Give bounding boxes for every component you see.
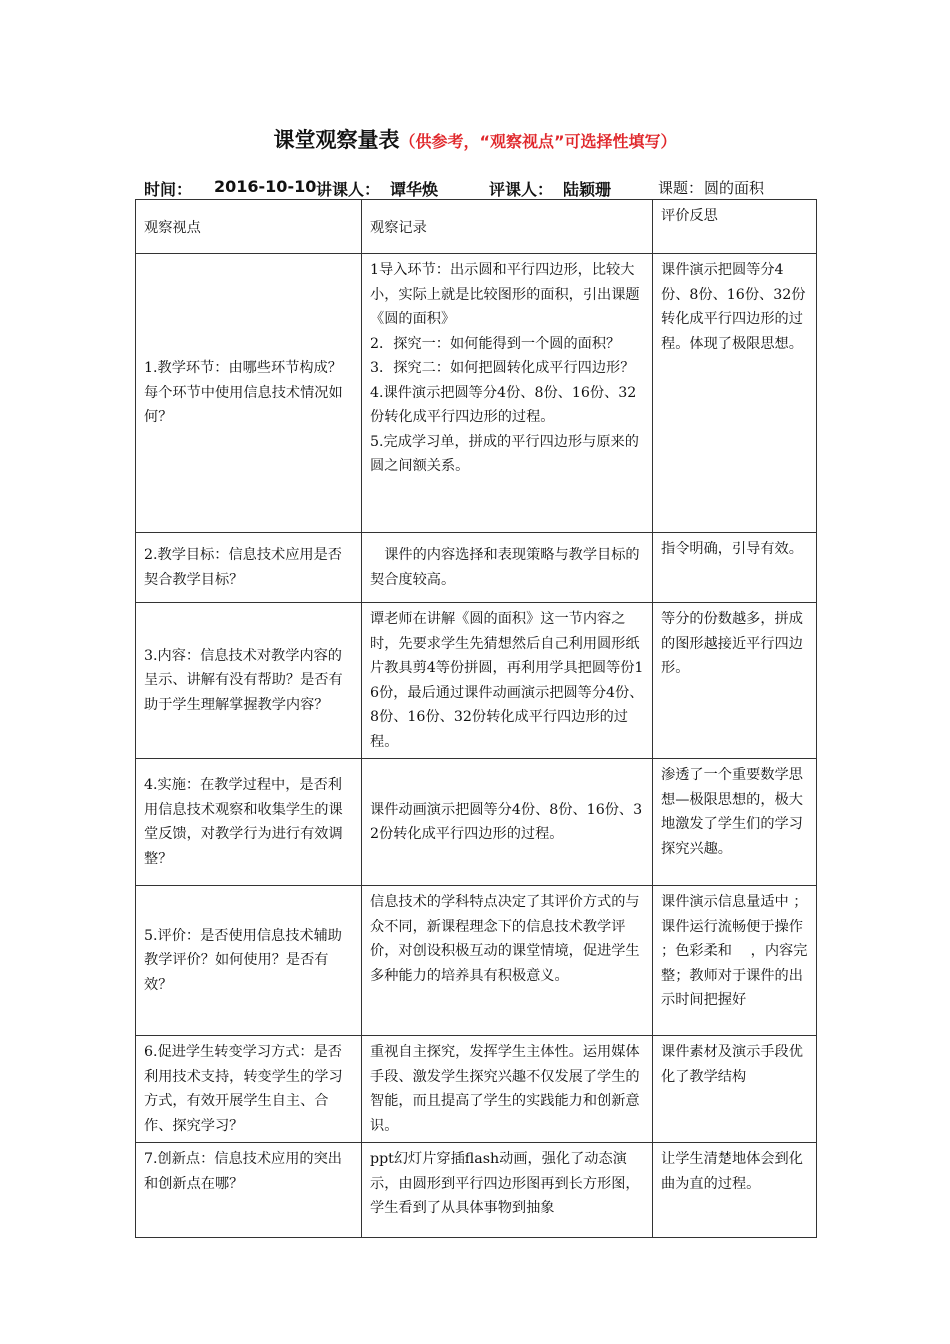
topic-label: 课题：	[658, 179, 704, 197]
table-row	[136, 254, 817, 533]
table-row	[136, 886, 817, 1036]
header-record: 观察记录	[362, 200, 653, 254]
record-line: 1导入环节：出示圆和平行四边形，比较大小，实际上就是比较图形的面积，引出课题《圆的面积》	[370, 262, 640, 327]
cell-viewpoint: 2.教学目标：信息技术应用是否契合教学目标？	[136, 533, 362, 603]
topic-value: 圆的面积	[704, 179, 765, 197]
table-row	[136, 1143, 817, 1238]
cell-record	[362, 886, 653, 1036]
cell-record	[362, 533, 653, 603]
table-row	[136, 1036, 817, 1143]
cell-reflection: 课件演示信息量适中 ；课件运行流畅便于操作 ；色彩柔和 ，内容完整；教师对于课件的出示时间把握好	[653, 886, 817, 1036]
cell-viewpoint: 6.促进学生转变学习方式：是否利用技术支持，转变学生的学习方式，有效开展学生自主、合作、探究学习？	[136, 1036, 362, 1143]
cell-viewpoint: 4.实施：在教学过程中，是否利用信息技术观察和收集学生的课堂反馈，对教学行为进行有效调整？	[136, 759, 362, 886]
cell-record	[362, 1143, 653, 1238]
cell-record	[362, 254, 653, 533]
evaluator-label: 评课人：	[489, 180, 554, 199]
meta-line	[144, 177, 824, 199]
observation-table	[135, 199, 817, 1238]
cell-reflection: 课件演示把圆等分4份、8份、16份、32份转化成平行四边形的过程。体现了极限思想。	[653, 254, 817, 533]
cell-viewpoint: 1.教学环节：由哪些环节构成？每个环节中使用信息技术情况如何？	[136, 254, 362, 533]
table-row	[136, 603, 817, 759]
lecturer-label: 讲课人：	[316, 180, 381, 199]
lecturer-name: 谭华焕	[390, 180, 439, 199]
cell-reflection: 渗透了一个重要数学思想—极限思想的，极大地激发了学生们的学习探究兴趣。	[653, 759, 817, 886]
record-line: 谭老师在讲解《圆的面积》这一节内容之时，先要求学生先猜想然后自己利用圆形纸片教具剪4等份拼圆，再利用学具把圆等份16份，最后通过课件动画演示把圆等分4份、8份、16份、32份转化成平行四边形的过程。	[370, 611, 644, 750]
record-line: 课件动画演示把圆等分4份、8份、16份、32份转化成平行四边形的过程。	[370, 801, 643, 842]
cell-viewpoint: 3.内容：信息技术对教学内容的呈示、讲解有没有帮助？是否有助于学生理解掌握教学内容？	[136, 603, 362, 759]
page-title	[0, 124, 950, 154]
record-line: 5.完成学习单，拼成的平行四边形与原来的圆之间额关系。	[370, 433, 639, 474]
cell-record	[362, 1036, 653, 1143]
cell-record	[362, 603, 653, 759]
title-note: （供参考，“观察视点”可选择性填写）	[399, 132, 677, 151]
time-label: 时间：	[144, 180, 193, 199]
record-line: 课件的内容选择和表现策略与教学目标的契合度较高。	[370, 547, 640, 588]
evaluator-name: 陆颖珊	[563, 180, 612, 199]
cell-reflection: 课件素材及演示手段优化了教学结构	[653, 1036, 817, 1143]
cell-viewpoint: 7.创新点：信息技术应用的突出和创新点在哪？	[136, 1143, 362, 1238]
table-row	[136, 533, 817, 603]
table-row	[136, 759, 817, 886]
record-line: 2．探究一：如何能得到一个圆的面积？	[370, 335, 621, 352]
record-line: ppt幻灯片穿插flash动画，强化了动态演示，由圆形到平行四边形图再到长方形图，学生看到了从具体事物到抽象	[370, 1151, 640, 1216]
cell-record	[362, 759, 653, 886]
cell-viewpoint: 5.评价：是否使用信息技术辅助教学评价？如何使用？是否有效？	[136, 886, 362, 1036]
header-reflection: 评价反思	[653, 200, 817, 254]
record-line: 重视自主探究，发挥学生主体性。运用媒体手段、激发学生探究兴趣不仅发展了学生的智能，而且提高了学生的实践能力和创新意识。	[370, 1044, 640, 1134]
table-header-row	[136, 200, 817, 254]
header-viewpoint: 观察视点	[136, 200, 362, 254]
title-main: 课堂观察量表	[273, 128, 400, 152]
time-value: 2016-10-10	[214, 177, 317, 196]
record-line: 信息技术的学科特点决定了其评价方式的与众不同，新课程理念下的信息技术教学评价，对创设积极互动的课堂情境，促进学生多种能力的培养具有积极意义。	[370, 894, 640, 984]
cell-reflection: 指令明确，引导有效。	[653, 533, 817, 603]
cell-reflection: 等分的份数越多，拼成的图形越接近平行四边形。	[653, 603, 817, 759]
cell-reflection: 让学生清楚地体会到化曲为直的过程。	[653, 1143, 817, 1238]
record-line: 3．探究二：如何把圆转化成平行四边形？	[370, 360, 635, 376]
record-line: 4.课件演示把圆等分4份、8份、16份、32份转化成平行四边形的过程。	[370, 384, 637, 425]
